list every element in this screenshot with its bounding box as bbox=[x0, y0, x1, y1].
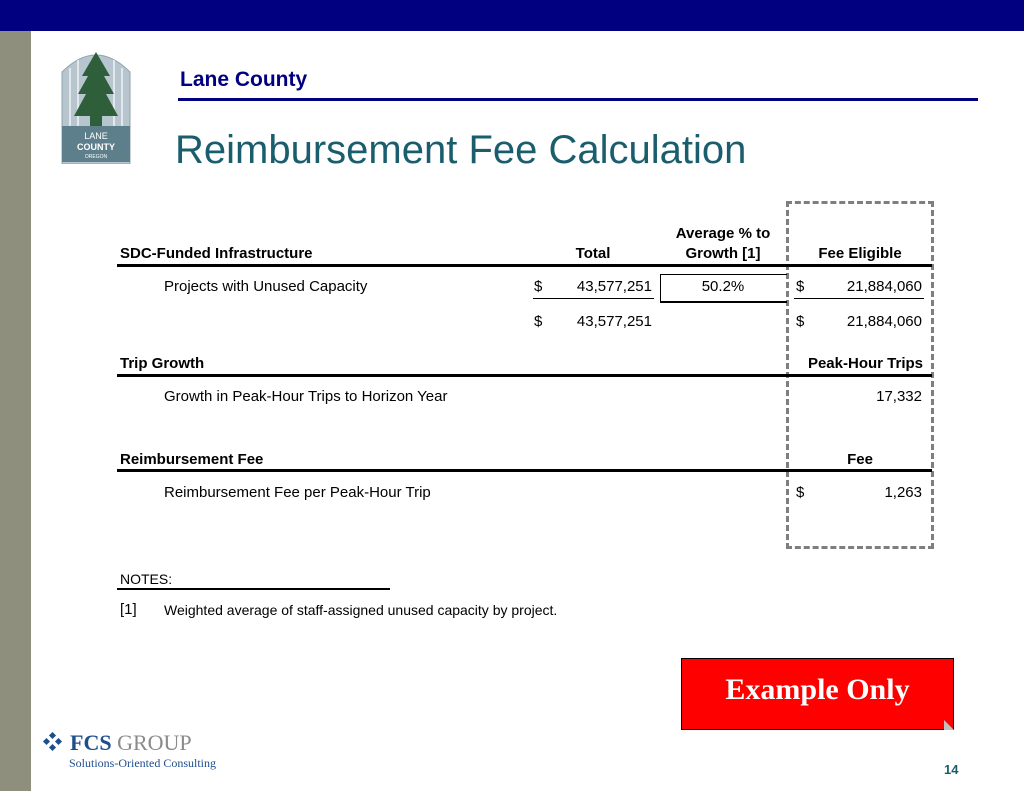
row-total-underline bbox=[533, 298, 654, 299]
row-label-fee-per-trip: Reimbursement Fee per Peak-Hour Trip bbox=[164, 484, 431, 501]
example-only-label: Example Only bbox=[725, 673, 910, 706]
page-title: Reimbursement Fee Calculation bbox=[175, 128, 747, 172]
row-label-unused-capacity: Projects with Unused Capacity bbox=[164, 278, 368, 295]
row-avg-pct: 50.2% bbox=[701, 278, 745, 295]
row-trip-growth-value: 17,332 bbox=[876, 388, 922, 405]
notes-label: NOTES: bbox=[120, 571, 173, 587]
peak-hour-trips-header: Peak-Hour Trips bbox=[807, 355, 923, 372]
notes-rule bbox=[117, 588, 390, 590]
fcs-company-name bbox=[70, 730, 192, 756]
fcs-group-logo bbox=[40, 728, 220, 772]
trip-growth-heading: Trip Growth bbox=[120, 355, 205, 372]
logo-text-oregon: OREGON bbox=[84, 154, 108, 160]
col-fee-eligible-header: Fee Eligible bbox=[818, 245, 902, 262]
row-fee-per-trip-currency: $ bbox=[796, 484, 805, 501]
sdc-header-rule bbox=[117, 264, 932, 267]
example-only-badge bbox=[681, 658, 954, 730]
fcs-tagline: Solutions-Oriented Consulting bbox=[69, 756, 216, 770]
note-ref: [1] bbox=[120, 601, 137, 618]
sum-total-value: 43,577,251 bbox=[576, 313, 652, 330]
fcs-name-rest: GROUP bbox=[117, 730, 192, 755]
logo-text-county: COUNTY bbox=[77, 142, 115, 152]
reimbursement-fee-heading: Reimbursement Fee bbox=[120, 451, 264, 468]
row-fee-per-trip-value: 1,263 bbox=[884, 484, 922, 501]
sum-total-currency: $ bbox=[534, 313, 543, 330]
logo-text-lane: LANE bbox=[84, 131, 108, 141]
row-total-value: 43,577,251 bbox=[576, 278, 652, 295]
left-sidebar-strip bbox=[0, 31, 31, 791]
page-number: 14 bbox=[944, 762, 959, 777]
organization-name: Lane County bbox=[180, 68, 308, 91]
col-avg-header-line1: Average % to bbox=[675, 225, 771, 242]
row-fee-currency: $ bbox=[796, 278, 805, 295]
fee-header-rule bbox=[117, 469, 932, 472]
trip-header-rule bbox=[117, 374, 932, 377]
fee-header: Fee bbox=[847, 451, 873, 468]
row-fee-value: 21,884,060 bbox=[846, 278, 922, 295]
fcs-name-bold: FCS bbox=[70, 730, 112, 755]
header-rule bbox=[178, 98, 978, 101]
fcs-diamond-icon bbox=[40, 732, 66, 754]
lane-county-logo bbox=[58, 46, 134, 164]
note-text: Weighted average of staff-assigned unused capacity by project. bbox=[164, 602, 558, 618]
sum-fee-value: 21,884,060 bbox=[846, 313, 922, 330]
col-avg-header-line2: Growth [1] bbox=[685, 245, 761, 262]
row-fee-underline bbox=[794, 298, 924, 299]
sdc-heading: SDC-Funded Infrastructure bbox=[120, 245, 313, 262]
col-total-header: Total bbox=[575, 245, 611, 262]
badge-fold-corner bbox=[944, 720, 954, 730]
row-label-trip-growth: Growth in Peak-Hour Trips to Horizon Year bbox=[164, 388, 448, 405]
sum-fee-currency: $ bbox=[796, 313, 805, 330]
top-banner bbox=[0, 0, 1024, 31]
row-total-currency: $ bbox=[534, 278, 543, 295]
